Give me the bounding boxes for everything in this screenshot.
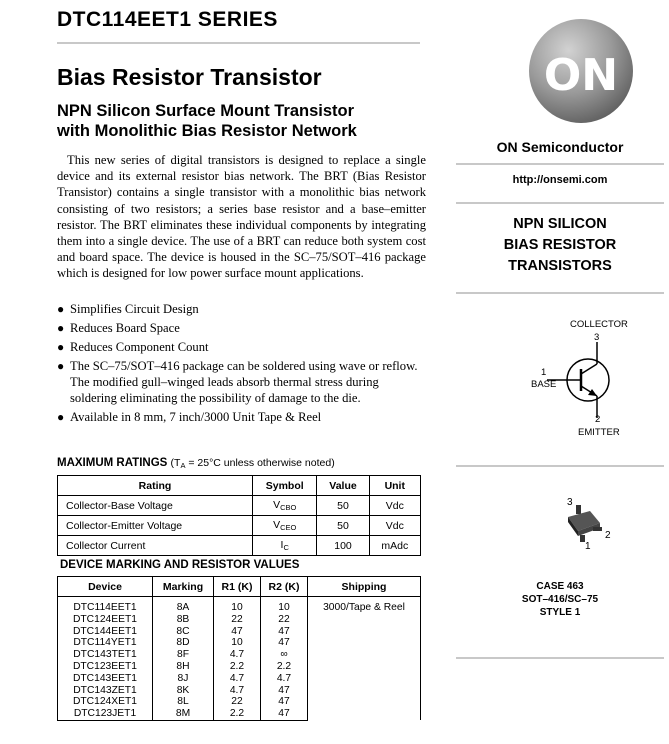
- feature-item: [57, 339, 427, 355]
- device-cell: DTC114EET1: [58, 597, 153, 614]
- bullet-icon: ●: [57, 302, 65, 316]
- device-type-line: NPN SILICON: [513, 216, 607, 232]
- feature-text: Reduces Component Count: [70, 340, 209, 354]
- column-header: Shipping: [308, 577, 421, 597]
- company-name: ON Semiconductor: [496, 139, 624, 155]
- symbol-cell: $V_{CEO}$: [253, 516, 317, 536]
- ratings-note: ($T_A = 25^\circ C$ unless otherwise noted): [170, 457, 335, 470]
- r1-cell: 2.2: [214, 661, 261, 673]
- feature-text: Simplifies Circuit Design: [70, 302, 199, 316]
- column-header: R1 (K): [214, 577, 261, 597]
- feature-item: [57, 358, 427, 406]
- device-cell: DTC143EET1: [58, 673, 153, 685]
- r1-cell: 2.2: [214, 708, 261, 720]
- r1-cell: 4.7: [214, 673, 261, 685]
- unit-cell: Vdc: [369, 516, 420, 536]
- pin-1-label: 1: [541, 367, 547, 378]
- r1-cell: 10: [214, 597, 261, 614]
- rating-cell: Collector Current: [58, 536, 253, 556]
- value-cell: 50: [317, 516, 369, 536]
- table-row: [58, 597, 421, 614]
- ratings-heading-text: MAXIMUM RATINGS: [57, 457, 168, 469]
- feature-item: [57, 320, 427, 336]
- r2-cell: 10: [261, 597, 308, 614]
- marking-cell: 8L: [153, 696, 214, 708]
- device-cell: DTC143ZET1: [58, 685, 153, 697]
- header-rule: [57, 42, 420, 44]
- r2-cell: ∞: [261, 649, 308, 661]
- r2-cell: 47: [261, 626, 308, 638]
- device-marking-table: [57, 576, 421, 721]
- marking-cell: 8J: [153, 673, 214, 685]
- r2-cell: 47: [261, 696, 308, 708]
- maximum-ratings-table: [57, 475, 421, 556]
- marking-cell: 8M: [153, 708, 214, 720]
- ratings-heading: [57, 457, 335, 470]
- unit-cell: mAdc: [369, 536, 420, 556]
- bullet-icon: ●: [57, 321, 65, 335]
- marking-cell: 8K: [153, 685, 214, 697]
- package-label: SOT–416/SC–75: [521, 594, 599, 605]
- feature-text: The SC–75/SOT–416 package can be soldered using wave or reflow. The modified gull–winged leads absorb thermal stress during soldering eliminating the possibility of damage to the die.: [70, 359, 418, 405]
- r1-cell: 22: [214, 696, 261, 708]
- symbol-cell: $V_{CBO}$: [253, 496, 317, 516]
- table-row: [58, 496, 421, 516]
- shipping-cell: 3000/Tape & Reel: [308, 597, 421, 721]
- device-cell: DTC124EET1: [58, 614, 153, 626]
- r2-cell: 4.7: [261, 673, 308, 685]
- subtitle-line-2: with Monolithic Bias Resistor Network: [57, 122, 357, 140]
- column-header: Rating: [58, 476, 253, 496]
- bullet-icon: ●: [57, 340, 65, 354]
- pin-3-label: 3: [594, 332, 600, 343]
- feature-item: [57, 301, 427, 317]
- column-header: Value: [317, 476, 369, 496]
- column-header: Device: [58, 577, 153, 597]
- device-cell: DTC143TET1: [58, 649, 153, 661]
- package-info: [456, 580, 664, 619]
- marking-cell: 8B: [153, 614, 214, 626]
- feature-text: Available in 8 mm, 7 inch/3000 Unit Tape & Reel: [70, 410, 322, 424]
- marking-heading: DEVICE MARKING AND RESISTOR VALUES: [60, 559, 300, 571]
- r1-cell: 4.7: [214, 649, 261, 661]
- bullet-icon: ●: [57, 410, 65, 424]
- r1-cell: 22: [214, 614, 261, 626]
- section-rule: [456, 292, 664, 294]
- section-rule: [456, 202, 664, 204]
- column-header: Marking: [153, 577, 214, 597]
- device-cell: DTC124XET1: [58, 696, 153, 708]
- rating-cell: Collector-Base Voltage: [58, 496, 253, 516]
- r2-cell: 22: [261, 614, 308, 626]
- case-label: CASE 463: [536, 581, 584, 592]
- series-title: DTC114EET1 SERIES: [57, 8, 278, 31]
- table-header-row: [58, 476, 421, 496]
- logo-text: ON: [543, 50, 619, 101]
- marking-cell: 8H: [153, 661, 214, 673]
- r1-cell: 47: [214, 626, 261, 638]
- column-header: R2 (K): [261, 577, 308, 597]
- sot416-package-icon: [562, 505, 606, 543]
- section-rule: [456, 163, 664, 165]
- column-header: Symbol: [253, 476, 317, 496]
- symbol-cell: $I_C$: [253, 536, 317, 556]
- table-row: [58, 536, 421, 556]
- column-header: Unit: [369, 476, 420, 496]
- page-title: Bias Resistor Transistor: [57, 64, 322, 90]
- package-pin-1-label: 1: [585, 541, 591, 552]
- device-type: [456, 214, 664, 277]
- rating-cell: Collector-Emitter Voltage: [58, 516, 253, 536]
- section-rule: [456, 465, 664, 467]
- device-cell: DTC144EET1: [58, 626, 153, 638]
- marking-cell: 8D: [153, 637, 214, 649]
- marking-cell: 8F: [153, 649, 214, 661]
- subtitle-line-1: NPN Silicon Surface Mount Transistor: [57, 102, 355, 120]
- value-cell: 100: [317, 536, 369, 556]
- pin-2-label: 2: [595, 414, 601, 425]
- website-link[interactable]: http://onsemi.com: [512, 174, 608, 186]
- marking-cell: 8C: [153, 626, 214, 638]
- device-type-line: TRANSISTORS: [508, 258, 612, 274]
- r2-cell: 2.2: [261, 661, 308, 673]
- feature-text: Reduces Board Space: [70, 321, 180, 335]
- r1-cell: 10: [214, 637, 261, 649]
- feature-list: [57, 301, 427, 428]
- page-subtitle: [57, 101, 427, 141]
- base-label: BASE: [531, 379, 557, 390]
- emitter-label: EMITTER: [578, 427, 620, 438]
- on-logo-icon: [528, 18, 634, 124]
- device-cell: DTC114YET1: [58, 637, 153, 649]
- section-rule: [456, 657, 664, 659]
- marking-cell: 8A: [153, 597, 214, 614]
- r2-cell: 47: [261, 708, 308, 720]
- package-pin-3-label: 3: [567, 497, 573, 508]
- table-header-row: [58, 577, 421, 597]
- device-cell: DTC123EET1: [58, 661, 153, 673]
- unit-cell: Vdc: [369, 496, 420, 516]
- device-type-line: BIAS RESISTOR: [503, 237, 617, 253]
- bullet-icon: ●: [57, 359, 65, 373]
- collector-label: COLLECTOR: [570, 319, 628, 330]
- r1-cell: 4.7: [214, 685, 261, 697]
- table-row: [58, 516, 421, 536]
- device-cell: DTC123JET1: [58, 708, 153, 720]
- style-label: STYLE 1: [539, 607, 581, 618]
- npn-transistor-schematic-icon: [545, 342, 625, 418]
- r2-cell: 47: [261, 637, 308, 649]
- feature-item: [57, 409, 427, 425]
- value-cell: 50: [317, 496, 369, 516]
- package-pin-2-label: 2: [605, 530, 611, 541]
- intro-paragraph: This new series of digital transistors is designed to replace a single device and its external resistor bias network. The BRT (Bias Resistor Transistor) contains a single transistor with a monolithic bias network consisting of two resistors; a series base resistor and a base–emitter resistor. The BRT eliminates these individual components by integrating them into a single device. The use of a BRT can reduce both system cost and board space. The device is housed in the SC–75/SOT–416 package which is designed for low power surface mount applications.: [57, 153, 426, 281]
- r2-cell: 47: [261, 685, 308, 697]
